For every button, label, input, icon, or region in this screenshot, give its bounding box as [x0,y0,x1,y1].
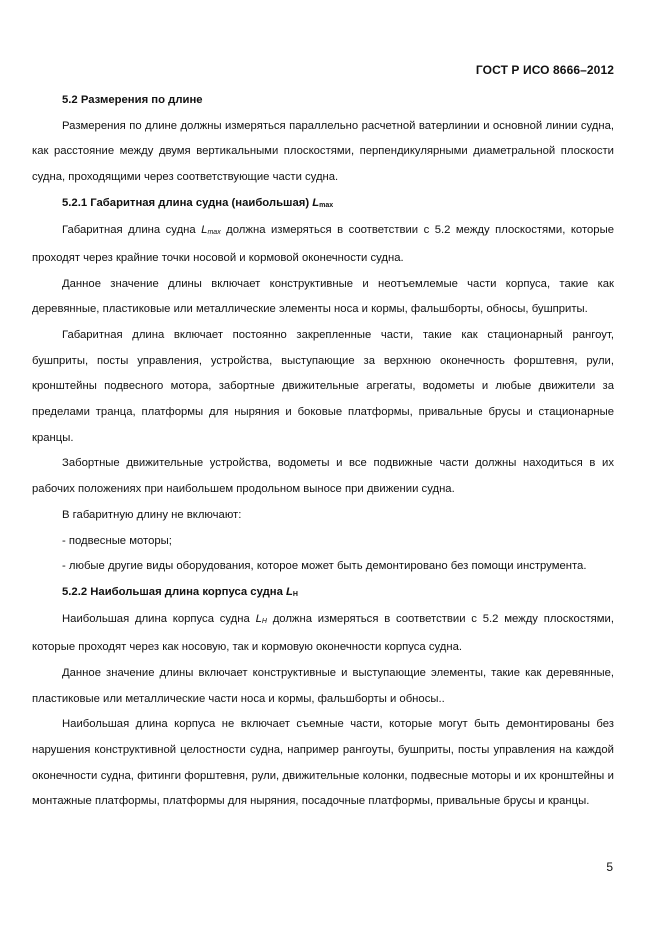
paragraph: Забортные движительные устройства, водометы и все подвижные части должны находиться в их рабочих положениях при наибольшем продольном выносе при движении судна. [32,457,614,496]
length-subscript: max [319,201,334,209]
section-5-2-1-heading [32,191,614,219]
paragraph: Габаритная длина включает постоянно закрепленные части, такие как стационарный рангоут, бушприты, посты управления, устройства, выступающие за верхнюю оконечность форштевня, рули, кронштейны подвесного мотора, забортные движительные агрегаты, водометы и любые движители за пределами транца, платформы для ныряния и боковые платформы, привальные брусы и стационарные кранцы. [32,328,614,444]
heading-text: 5.2.1 Габаритная длина судна (наибольшая) [62,196,313,209]
paragraph: В габаритную длину не включают: [62,508,242,521]
length-symbol: L [312,196,320,209]
section-5-2-2-heading [32,580,614,608]
heading-text: 5.2.2 Наибольшая длина корпуса судна [62,585,287,598]
paragraph: Наибольшая длина корпуса не включает съемные части, которые могут быть демонтированы без нарушения конструктивной целостности судна, например рангоуты, бушприты, посты управления на каждой оконечности судна, фитинги форштевня, рули, движительные колонки, подвесные моторы и их кронштейны и монтажные платформы, платформы для ныряния, посадочные платформы, привальные брусы и кранцы. [32,718,614,808]
paragraph: Данное значение длины включает конструктивные и неотъемлемые части корпуса, такие как деревянные, пластиковые или металлические элементы носа и кормы, фальшборты, обносы, бушприты. [32,277,614,316]
length-symbol: L [201,224,208,237]
paragraph-start: Наибольшая длина корпуса судна [62,613,256,626]
paragraph [32,218,614,271]
length-symbol: L [255,613,262,626]
paragraph: Размерения по длине должны измеряться параллельно расчетной ватерлинии и основной линии судна, как расстояние между двумя вертикальными плоскостями, перпендикулярными диаметральной плоскости судна, проходящими через соответствующие части судна. [32,119,614,183]
paragraph-end: должна измеряться в соответствии с 5.2 между плоскостями, которые проходят через крайние точки носовой и кормовой оконечности судна. [32,224,614,264]
length-subscript: H [292,590,298,598]
paragraph-start: Габаритная длина судна [62,224,202,237]
paragraph: Данное значение длины включает конструктивные и выступающие элементы, такие как деревянные, пластиковые или металлические части носа и кормы, фальшборты и обносы.. [32,666,614,705]
page-number: 5 [606,860,613,874]
length-subscript: H [261,618,267,626]
document-body [32,88,614,815]
length-subscript: max [207,229,221,237]
list-item: - подвесные моторы; [62,534,172,547]
list-item: - любые другие виды оборудования, которое может быть демонтировано без помощи инструмента. [62,560,587,573]
paragraph-end: должна измеряться в соответствии с 5.2 между плоскостями, которые проходят через как носовую, так и кормовую оконечности корпуса судна. [32,613,614,654]
length-symbol: L [286,585,293,598]
paragraph [32,607,614,660]
document-id: ГОСТ Р ИСО 8666–2012 [475,63,614,77]
section-5-2-heading: 5.2 Размерения по длине [62,94,203,106]
